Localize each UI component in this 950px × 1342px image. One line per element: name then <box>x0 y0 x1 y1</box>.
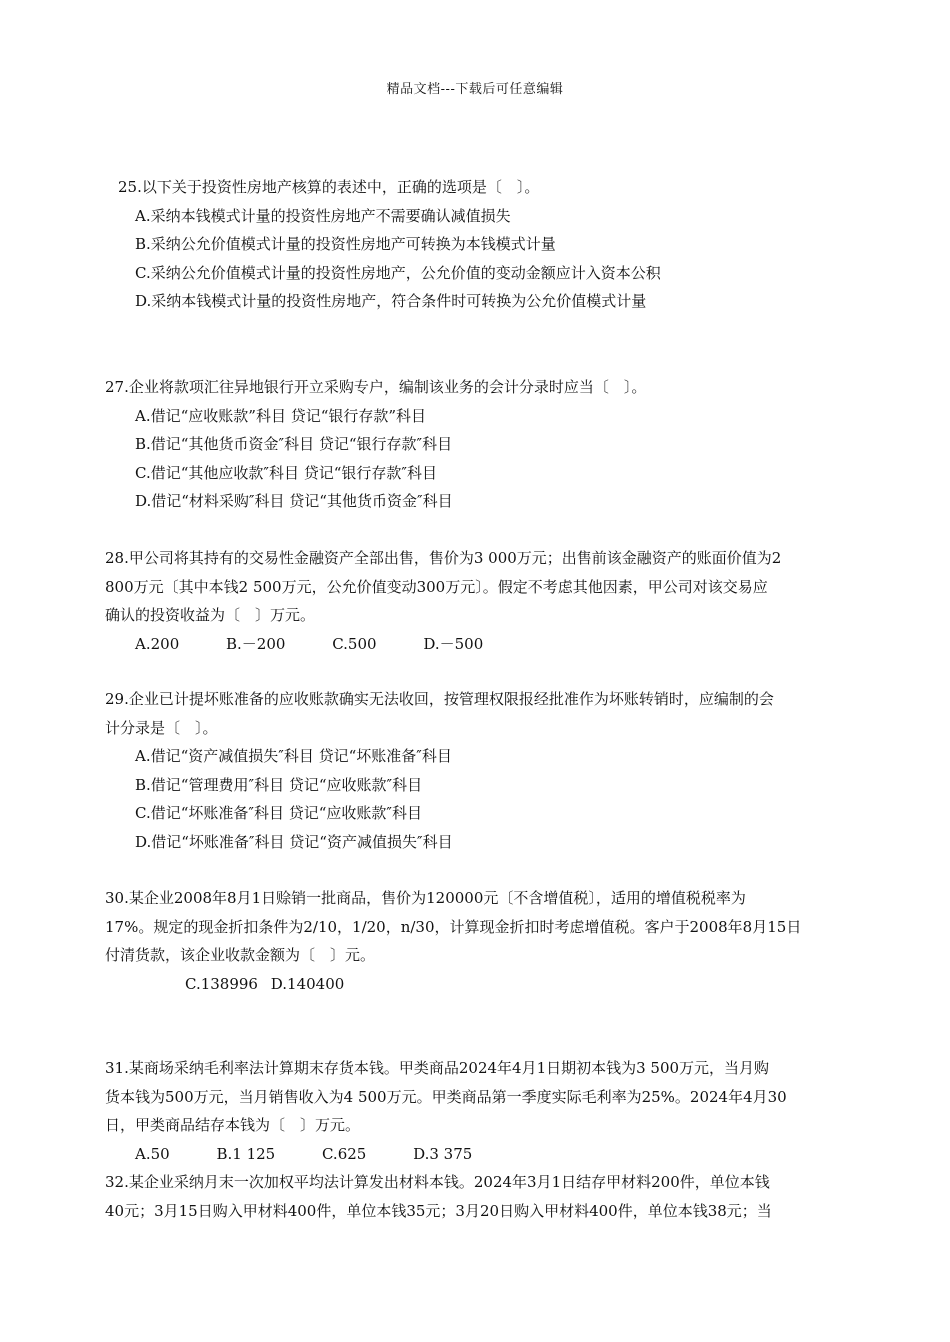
question-27 <box>105 373 850 516</box>
option-d: D.借记“坏账准备″科目 贷记“资产减值损失″科目 <box>135 832 453 851</box>
option-a: A.借记“应收账款”科目 贷记“银行存款”科目 <box>135 406 427 425</box>
option-c: C.借记“坏账准备″科目 贷记“应收账款″科目 <box>135 804 423 822</box>
option-d: D.－500 <box>423 634 484 653</box>
question-line: 29.企业已计提坏账准备的应收账款确实无法收回，按管理权限报经批准作为坏账转销时，应编制的会 <box>105 690 774 708</box>
question-line: 40元；3月15日购入甲材料400件，单位本钱35元；3月20日购入甲材料400件，单位本钱38元；当 <box>105 1201 772 1220</box>
option-a: A.采纳本钱模式计量的投资性房地产不需要确认减值损失 <box>135 206 511 225</box>
question-line: 确认的投资收益为〔 〕万元。 <box>105 606 316 624</box>
option-c: C.625 <box>321 1144 367 1163</box>
question-28 <box>105 544 850 658</box>
question-line: 17%。规定的现金折扣条件为2/10，1/20，n/30，计算现金折扣时考虑增值税。客户于2008年8月15日 <box>105 917 802 936</box>
question-30 <box>105 884 850 998</box>
question-29 <box>105 685 850 856</box>
question-line: 800万元〔其中本钱2 500万元，公允价值变动300万元〕。假定不考虑其他因素，甲公司对该交易应 <box>105 577 768 596</box>
option-a: A.50 <box>135 1144 170 1163</box>
option-b: B.采纳公允价值模式计量的投资性房地产可转换为本钱模式计量 <box>135 235 556 253</box>
option-c: C.借记“其他应收款″科目 贷记“银行存款″科目 <box>135 463 438 482</box>
option-d: D.采纳本钱模式计量的投资性房地产，符合条件时可转换为公允价值模式计量 <box>135 292 647 310</box>
question-line: 日，甲类商品结存本钱为〔 〕万元。 <box>105 1116 361 1134</box>
option-a: A.借记“资产减值损失″科目 贷记“坏账准备″科目 <box>135 747 452 765</box>
question-25 <box>118 173 863 316</box>
option-d: D.140400 <box>270 974 345 993</box>
option-c: C.138996 <box>185 974 258 993</box>
question-line: 32.某企业采纳月末一次加权平均法计算发出材料本钱。2024年3月1日结存甲材料200件，单位本钱 <box>105 1173 770 1191</box>
options-row <box>105 630 850 659</box>
option-b: B.－200 <box>226 634 286 653</box>
question-line: 31.某商场采纳毛利率法计算期末存货本钱。甲类商品2024年4月1日期初本钱为3 500万元，当月购 <box>105 1059 770 1077</box>
option-a: A.200 <box>135 634 180 653</box>
option-d: D.借记“材料采购″科目 贷记“其他货币资金″科目 <box>135 492 453 510</box>
page-header: 精品文档---下载后可任意编辑 <box>386 82 564 97</box>
option-d: D.3 375 <box>413 1144 473 1163</box>
question-line: 货本钱为500万元，当月销售收入为4 500万元。甲类商品第一季度实际毛利率为25%。2024年4月30 <box>105 1087 787 1106</box>
options-row <box>105 1140 850 1169</box>
question-line: 付清货款，该企业收款金额为〔 〕元。 <box>105 946 376 964</box>
option-c: C.500 <box>332 634 377 653</box>
question-line: 计分录是〔 〕。 <box>105 718 218 737</box>
option-b: B.1 125 <box>216 1144 276 1163</box>
question-32 <box>105 1168 850 1225</box>
option-b: B.借记“其他货币资金″科目 贷记“银行存款″科目 <box>135 435 453 453</box>
question-stem: 25.以下关于投资性房地产核算的表述中，正确的选项是〔 〕。 <box>118 178 540 196</box>
question-stem: 27.企业将款项汇往异地银行开立采购专户，编制该业务的会计分录时应当〔 〕。 <box>105 378 647 396</box>
option-b: B.借记“管理费用″科目 贷记“应收账款″科目 <box>135 775 423 794</box>
question-line: 30.某企业2008年8月1日赊销一批商品，售价为120000元〔不含增值税〕，适用的增值税税率为 <box>105 889 746 907</box>
options-row <box>105 970 850 999</box>
question-31 <box>105 1054 850 1168</box>
option-c: C.采纳公允价值模式计量的投资性房地产，公允价值的变动金额应计入资本公积 <box>135 263 661 282</box>
question-line: 28.甲公司将其持有的交易性金融资产全部出售，售价为3 000万元；出售前该金融资产的账面价值为2 <box>105 549 782 567</box>
